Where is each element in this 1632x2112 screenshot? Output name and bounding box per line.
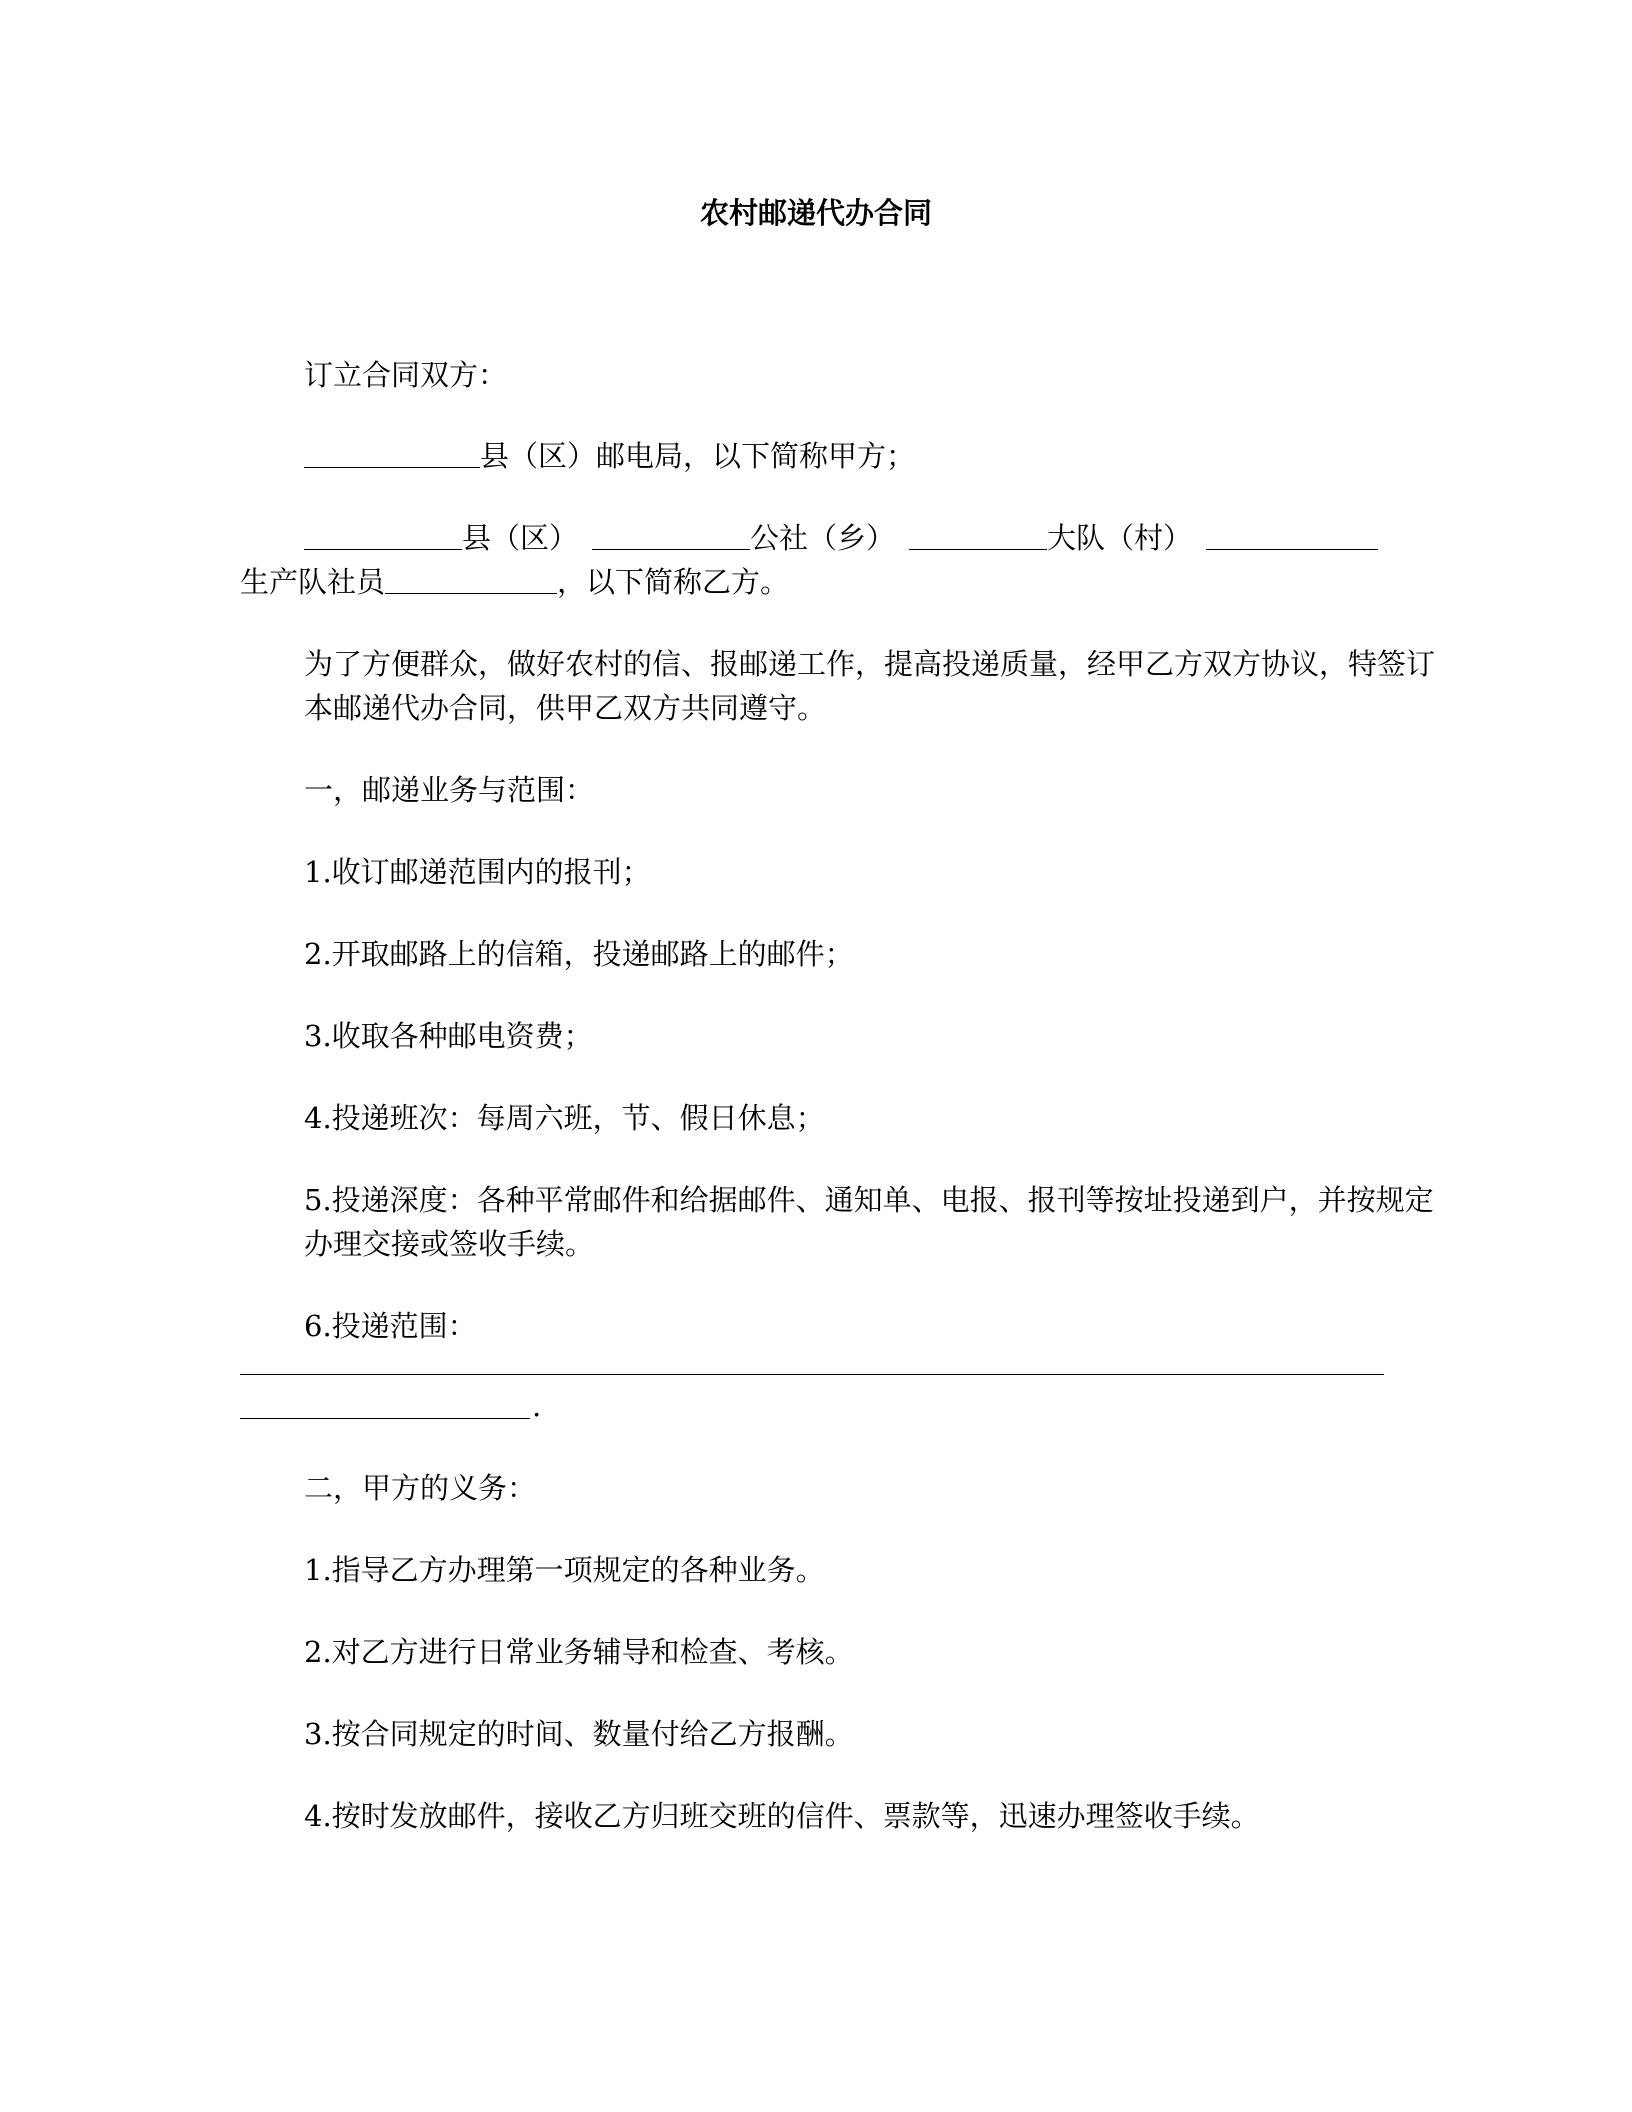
- section-2-item-2: [240, 1630, 1448, 1674]
- party-b-county-label: 县（区）: [462, 521, 579, 555]
- blank-member-name: [385, 563, 557, 594]
- section-2-item-1: [240, 1548, 1448, 1592]
- section-1-item-5-text: 5.投递深度：各种平常邮件和给据邮件、通知单、电报、报刊等按址投递到户，并按规定办理交接或签收手续。: [304, 1183, 1434, 1261]
- blank-brigade: [909, 519, 1047, 550]
- blank-range-line-2: [240, 1418, 530, 1419]
- section-1-item-2: [240, 932, 1448, 976]
- section-1-item-3-text: 3.收取各种邮电资费；: [304, 1019, 593, 1053]
- party-b-line-1: [240, 516, 1448, 560]
- section-1-heading-text: 一，邮递业务与范围：: [304, 773, 595, 807]
- section-1-item-5: [240, 1178, 1448, 1266]
- section-2-heading: [240, 1466, 1448, 1510]
- party-b-brigade-label: 大队（村）: [1047, 521, 1193, 555]
- blank-range-line-1: [240, 1374, 1384, 1375]
- section-1-item-4-text: 4.投递班次：每周六班，节、假日休息；: [304, 1101, 825, 1135]
- document-title: 农村邮递代办合同: [699, 196, 932, 230]
- purpose-text: 为了方便群众，做好农村的信、报邮递工作，提高投递质量，经甲乙方双方协议，特签订本邮递代办合同，供甲乙双方共同遵守。: [304, 647, 1436, 725]
- blank-commune: [592, 519, 750, 550]
- section-1-item-6: [240, 1304, 1448, 1348]
- section-1-item-2-text: 2.开取邮路上的信箱，投递邮路上的邮件；: [304, 937, 854, 971]
- section-2-item-1-text: 1.指导乙方办理第一项规定的各种业务。: [304, 1553, 825, 1587]
- range-end-mark: [532, 1384, 572, 1428]
- purpose-paragraph: [240, 642, 1448, 730]
- section-2-item-3-text: 3.按合同规定的时间、数量付给乙方报酬。: [304, 1717, 854, 1751]
- section-2-heading-text: 二，甲方的义务：: [304, 1471, 537, 1505]
- party-a-text: 县（区）邮电局，以下简称甲方；: [480, 439, 916, 473]
- parties-heading-text: 订立合同双方：: [304, 358, 508, 392]
- blank-county-a: [304, 437, 480, 468]
- section-2-item-2-text: 2.对乙方进行日常业务辅导和检查、考核。: [304, 1635, 854, 1669]
- party-b-line-2: [240, 560, 1384, 604]
- party-a-line: [240, 434, 1448, 478]
- party-b-commune-label: 公社（乡）: [750, 521, 896, 555]
- blank-county-b: [304, 519, 462, 550]
- section-2-item-3: [240, 1712, 1448, 1756]
- section-2-item-4: [240, 1794, 1448, 1838]
- section-1-item-1: [240, 850, 1448, 894]
- blank-team: [1206, 519, 1378, 550]
- party-b-text: ，以下简称乙方。: [557, 565, 790, 599]
- range-end-text: .: [532, 1389, 542, 1423]
- section-1-item-1-text: 1.收订邮递范围内的报刊；: [304, 855, 651, 889]
- parties-heading: [240, 353, 1448, 397]
- section-1-item-4: [240, 1096, 1448, 1140]
- section-1-item-3: [240, 1014, 1448, 1058]
- section-2-item-4-text: 4.按时发放邮件，接收乙方归班交班的信件、票款等，迅速办理签收手续。: [304, 1799, 1260, 1833]
- section-1-heading: [240, 768, 1448, 812]
- party-b-member-label: 生产队社员: [240, 565, 386, 599]
- section-1-item-6-text: 6.投递范围：: [304, 1309, 477, 1343]
